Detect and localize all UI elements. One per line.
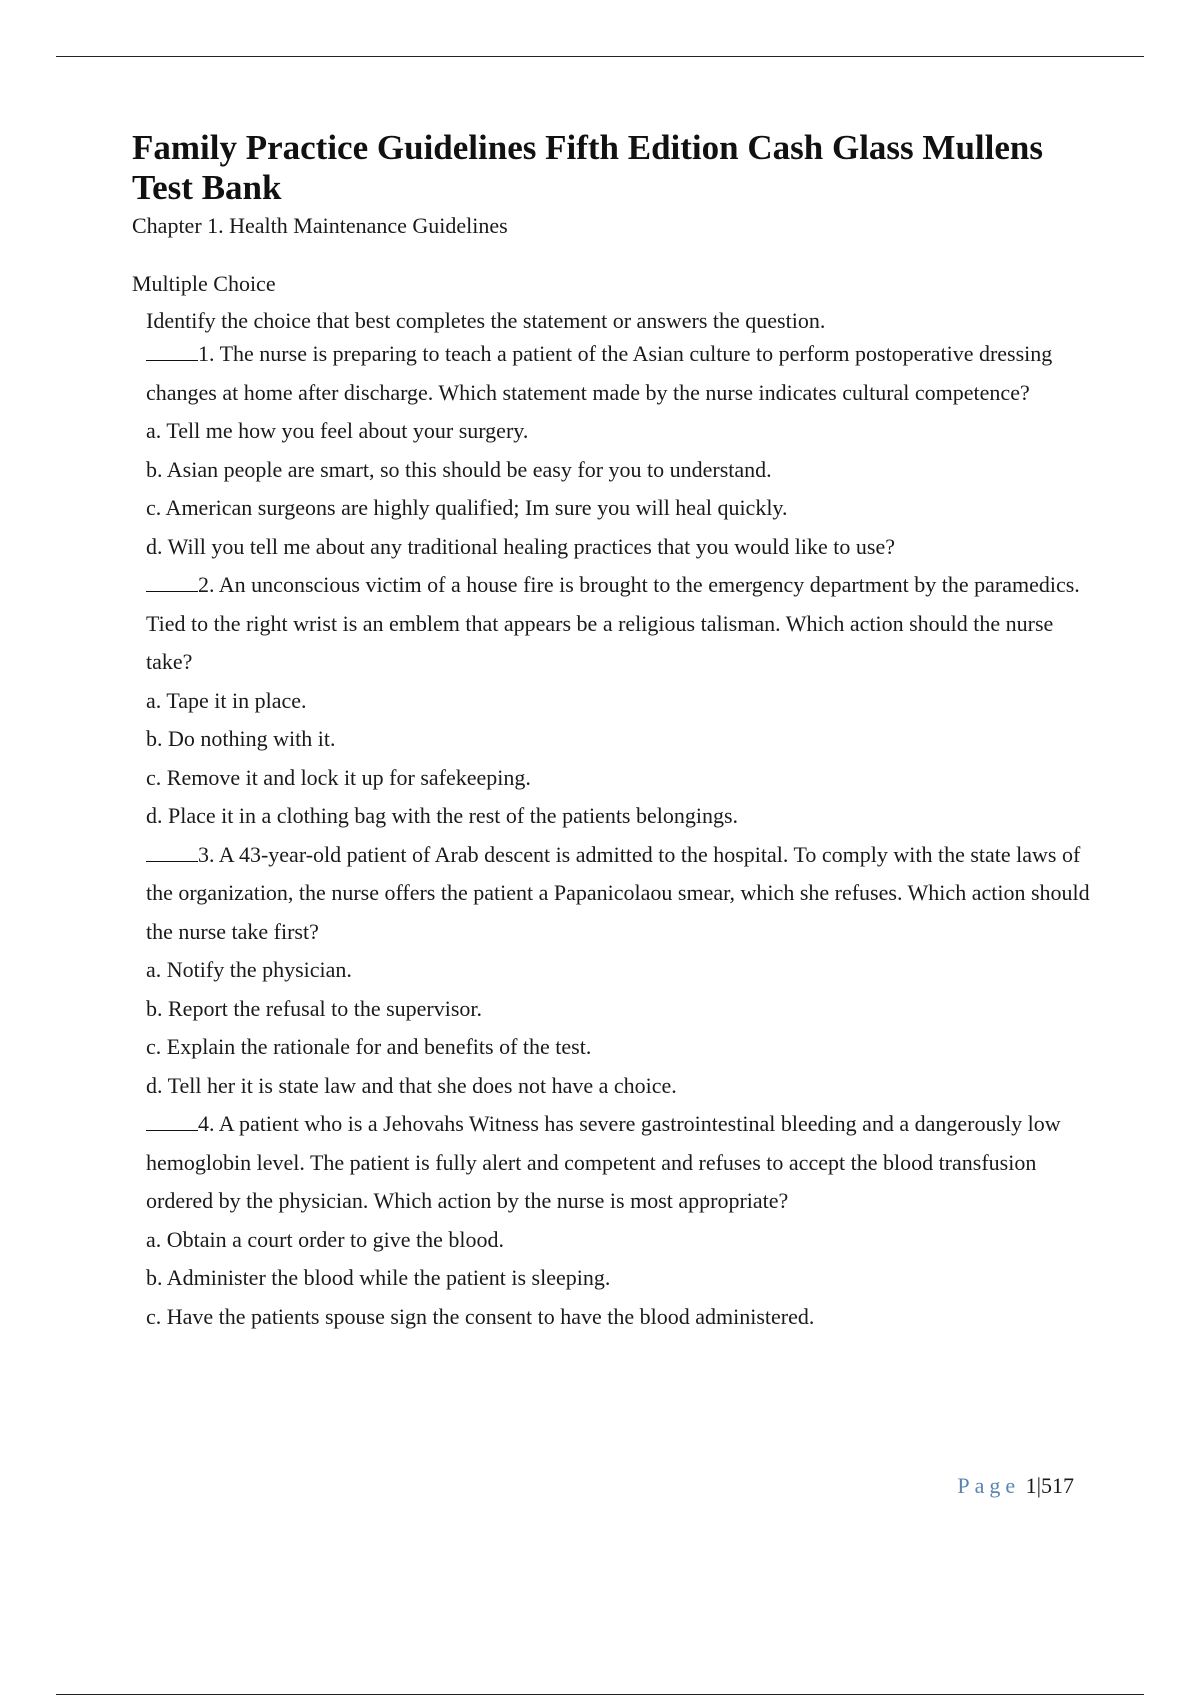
answer-option: a. Notify the physician. [146,957,352,982]
answer-option: b. Do nothing with it. [146,726,336,751]
answer-option: b. Report the refusal to the supervisor. [146,995,483,1021]
answer-option: b. Administer the blood while the patient is sleeping. [146,1265,611,1290]
question-3 [146,836,1094,1106]
answer-option: b. Asian people are smart, so this should be easy for you to understand. [146,456,772,482]
answer-blank [146,573,198,592]
current-page: 1 [1025,1473,1037,1498]
question-list [132,335,1094,1336]
answer-option: d. Will you tell me about any traditional healing practices that you would like to use? [146,533,895,559]
answer-blank [146,843,198,862]
question-2 [146,566,1094,836]
question-stem: 1. The nurse is preparing to teach a patient of the Asian culture to perform postoperative dressing changes at home after discharge. Which statement made by the nurse indicates cultural competence? [146,341,1053,405]
document-body [132,128,1092,1336]
answer-option: a. Tell me how you feel about your surgery. [146,418,529,443]
question-4 [146,1105,1094,1336]
instructions: Identify the choice that best completes the statement or answers the question. [146,308,826,333]
page-separator: | [1036,1473,1041,1498]
chapter-heading: Chapter 1. Health Maintenance Guidelines [132,213,508,238]
answer-option: c. Have the patients spouse sign the consent to have the blood administered. [146,1303,815,1329]
document-title: Family Practice Guidelines Fifth Edition Cash Glass Mullens Test Bank [132,128,1043,207]
answer-blank [146,342,198,361]
answer-option: c. Explain the rationale for and benefits of the test. [146,1034,592,1059]
question-stem: 2. An unconscious victim of a house fire is brought to the emergency department by the paramedics. Tied to the right wrist is an emblem that appears be a religious talisman. Which action should the nurse take? [146,572,1080,674]
answer-option: c. American surgeons are highly qualified; Im sure you will heal quickly. [146,495,788,520]
answer-option: a. Obtain a court order to give the blood. [146,1226,505,1252]
answer-option: c. Remove it and lock it up for safekeeping. [146,764,531,790]
top-rule [56,56,1144,57]
question-1 [146,335,1094,566]
total-pages: 517 [1041,1473,1074,1498]
bottom-rule [56,1694,1144,1695]
page-number [957,1472,1074,1500]
page-label: Page [957,1473,1021,1498]
question-stem: 4. A patient who is a Jehovahs Witness has severe gastrointestinal bleeding and a dangerously low hemoglobin level. The patient is fully alert and competent and refuses to accept the blood transfusion ordered by the physician. Which action by the nurse is most appropriate? [146,1111,1061,1213]
question-stem: 3. A 43-year-old patient of Arab descent is admitted to the hospital. To comply with the state laws of the organization, the nurse offers the patient a Papanicolaou smear, which she refuses. Which action should the nurse take first? [146,841,1090,944]
answer-option: a. Tape it in place. [146,687,307,713]
section-label: Multiple Choice [132,271,276,296]
answer-option: d. Tell her it is state law and that she does not have a choice. [146,1072,677,1098]
answer-option: d. Place it in a clothing bag with the rest of the patients belongings. [146,803,739,828]
answer-blank [146,1112,198,1131]
